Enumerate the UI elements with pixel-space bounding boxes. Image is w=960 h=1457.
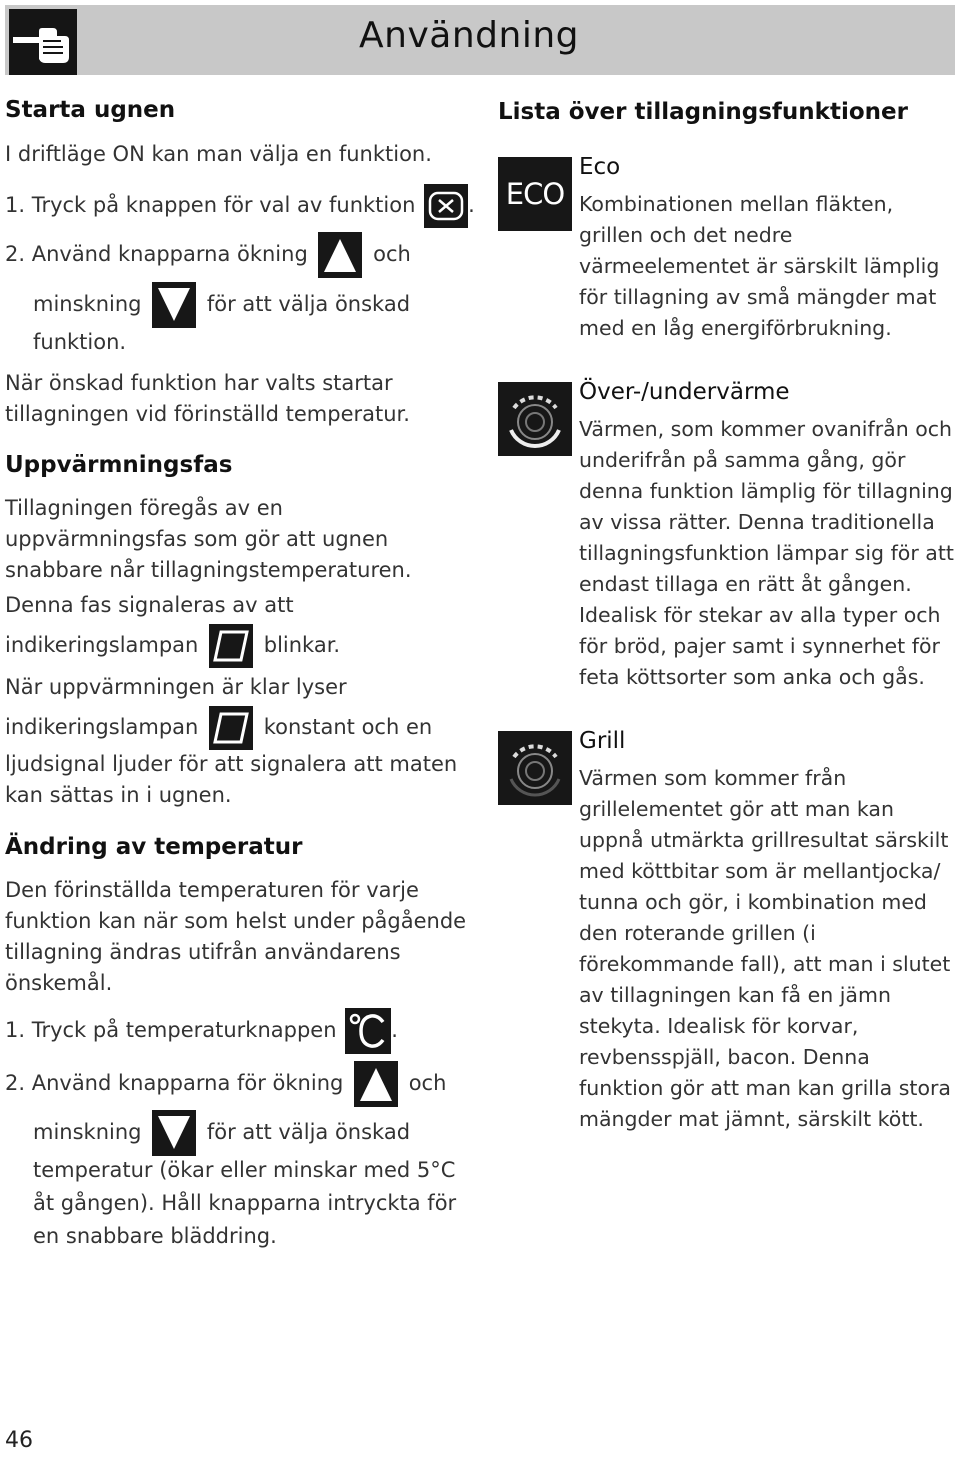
function-desc-eco bbox=[579, 189, 959, 344]
preheat-line: Tillagningen föregås av en bbox=[5, 496, 283, 520]
desc-line: med en låg energiförbrukning. bbox=[579, 316, 892, 340]
blink-text: blinkar. bbox=[263, 633, 341, 657]
temp-line: funktion kan när som helst under pågående bbox=[5, 909, 467, 933]
temp-step-2b bbox=[33, 1110, 410, 1156]
temp-step-2a bbox=[5, 1061, 446, 1107]
temp-line: önskemål. bbox=[5, 971, 113, 995]
preheat-lamp-steady-line bbox=[5, 706, 432, 750]
temp-line: en snabbare bläddring. bbox=[33, 1224, 277, 1248]
temp-line: Den förinställda temperaturen för varje bbox=[5, 878, 419, 902]
decrease-text: minskning bbox=[33, 1120, 142, 1144]
section-heading-preheat: Uppvärmningsfas bbox=[5, 452, 233, 478]
indicator-lamp-icon bbox=[209, 706, 253, 750]
select-text: för att välja önskad bbox=[206, 292, 411, 316]
desc-line: av tillagningen kan få en jämn bbox=[579, 983, 891, 1007]
temp-step-1-suffix: . bbox=[391, 1018, 398, 1042]
desc-line: funktion gör att man kan grilla stora bbox=[579, 1076, 951, 1100]
and-text: och bbox=[373, 242, 411, 266]
grill-icon bbox=[498, 731, 572, 805]
desc-line: med köttbitar som är mellantjocka/ bbox=[579, 859, 941, 883]
top-bottom-heat-icon bbox=[498, 382, 572, 456]
lamp-text: indikeringslampan bbox=[5, 633, 199, 657]
desc-line: Kombinationen mellan fläkten, bbox=[579, 192, 894, 216]
temperature-button-icon bbox=[345, 1008, 391, 1054]
and-text: och bbox=[408, 1071, 447, 1095]
desc-line: denna funktion lämplig för tillagning bbox=[579, 479, 953, 503]
desc-line: av vissa rätter. Denna traditionella bbox=[579, 510, 935, 534]
desc-line: uppnå utmärkta grillresultat särskilt bbox=[579, 828, 949, 852]
preheat-line: Denna fas signaleras av att bbox=[5, 593, 294, 617]
desc-line: stekyta. Idealisk för korvar, bbox=[579, 1014, 859, 1038]
function-title-grill: Grill bbox=[579, 728, 626, 754]
preheat-line: snabbare når tillagningstemperaturen. bbox=[5, 558, 412, 582]
increase-button-icon bbox=[354, 1061, 398, 1107]
start-after-1: När önskad funktion har valts startar bbox=[5, 371, 393, 395]
desc-line: grillelementet gör att man kan bbox=[579, 797, 894, 821]
page-title: Användning bbox=[359, 15, 579, 56]
desc-line: för bröd, pajer samt i synnerhet för bbox=[579, 634, 940, 658]
temp-line: temperatur (ökar eller minskar med 5°C bbox=[33, 1158, 456, 1182]
desc-line: för tillagning av små mängder mat bbox=[579, 285, 937, 309]
increase-button-icon bbox=[318, 232, 362, 278]
desc-line: Idealisk för stekar av alla typer och bbox=[579, 603, 941, 627]
page-number: 46 bbox=[5, 1428, 33, 1453]
preheat-line: kan sättas in i ugnen. bbox=[5, 783, 232, 807]
desc-line: feta köttsorter som anka och gås. bbox=[579, 665, 925, 689]
start-intro: I driftläge ON kan man välja en funktion. bbox=[5, 142, 432, 166]
start-after-2: tillagningen vid förinställd temperatur. bbox=[5, 402, 410, 426]
desc-line: tunna och gör, i kombination med bbox=[579, 890, 927, 914]
preheat-lamp-blink-line bbox=[5, 624, 340, 668]
indicator-lamp-icon bbox=[209, 624, 253, 668]
temp-step-1-text: 1. Tryck på temperaturknappen bbox=[5, 1018, 337, 1042]
decrease-button-icon bbox=[152, 282, 196, 328]
pointing-hand-icon bbox=[9, 9, 77, 75]
preheat-line: ljudsignal ljuder för att signalera att maten bbox=[5, 752, 458, 776]
desc-line: Värmen, som kommer ovanifrån och bbox=[579, 417, 953, 441]
eco-icon bbox=[498, 157, 572, 231]
start-step-2a bbox=[5, 232, 411, 278]
temp-step-2-text: 2. Använd knapparna för ökning bbox=[5, 1071, 344, 1095]
desc-line: förekommande fall), att man i slutet bbox=[579, 952, 951, 976]
temp-line: tillagning ändras utifrån användarens bbox=[5, 940, 401, 964]
desc-line: grillen och det nedre bbox=[579, 223, 793, 247]
temp-step-1 bbox=[5, 1008, 398, 1054]
start-step-2c: funktion. bbox=[33, 330, 127, 354]
preheat-line: När uppvärmningen är klar lyser bbox=[5, 675, 347, 699]
function-title-eco: Eco bbox=[579, 154, 621, 180]
eco-icon-label: ECO bbox=[505, 177, 565, 211]
desc-line: den roterande grillen (i bbox=[579, 921, 816, 945]
start-step-1 bbox=[5, 184, 475, 228]
temp-line: åt gången). Håll knapparna intryckta för bbox=[33, 1191, 457, 1215]
function-desc-top-bottom bbox=[579, 414, 959, 693]
function-desc-grill bbox=[579, 763, 959, 1135]
desc-line: mängder mat jämnt, särskilt kött. bbox=[579, 1107, 924, 1131]
step-1-suffix: . bbox=[468, 193, 475, 217]
step-2-text: 2. Använd knapparna ökning bbox=[5, 242, 308, 266]
function-select-button-icon bbox=[424, 184, 468, 228]
section-heading-functions: Lista över tillagningsfunktioner bbox=[498, 99, 908, 125]
desc-line: Värmen som kommer från bbox=[579, 766, 847, 790]
desc-line: endast tillaga en rätt åt gången. bbox=[579, 572, 912, 596]
select-text: för att välja önskad bbox=[206, 1120, 411, 1144]
decrease-button-icon bbox=[152, 1110, 196, 1156]
desc-line: revbensspjäll, bacon. Denna bbox=[579, 1045, 870, 1069]
decrease-text: minskning bbox=[33, 292, 142, 316]
start-step-2b bbox=[33, 282, 410, 328]
steady-text: konstant och en bbox=[263, 715, 433, 739]
step-1-text: 1. Tryck på knappen för val av funktion bbox=[5, 193, 416, 217]
preheat-line: uppvärmningsfas som gör att ugnen bbox=[5, 527, 389, 551]
page-header bbox=[5, 5, 955, 75]
section-heading-temperature: Ändring av temperatur bbox=[5, 834, 303, 860]
desc-line: värmeelementet är särskilt lämplig bbox=[579, 254, 940, 278]
desc-line: tillagningsfunktion lämpar sig för att bbox=[579, 541, 954, 565]
function-title-top-bottom: Över-/undervärme bbox=[579, 379, 790, 405]
section-heading-start: Starta ugnen bbox=[5, 97, 176, 123]
lamp-text: indikeringslampan bbox=[5, 715, 199, 739]
desc-line: underifrån på samma gång, gör bbox=[579, 448, 906, 472]
